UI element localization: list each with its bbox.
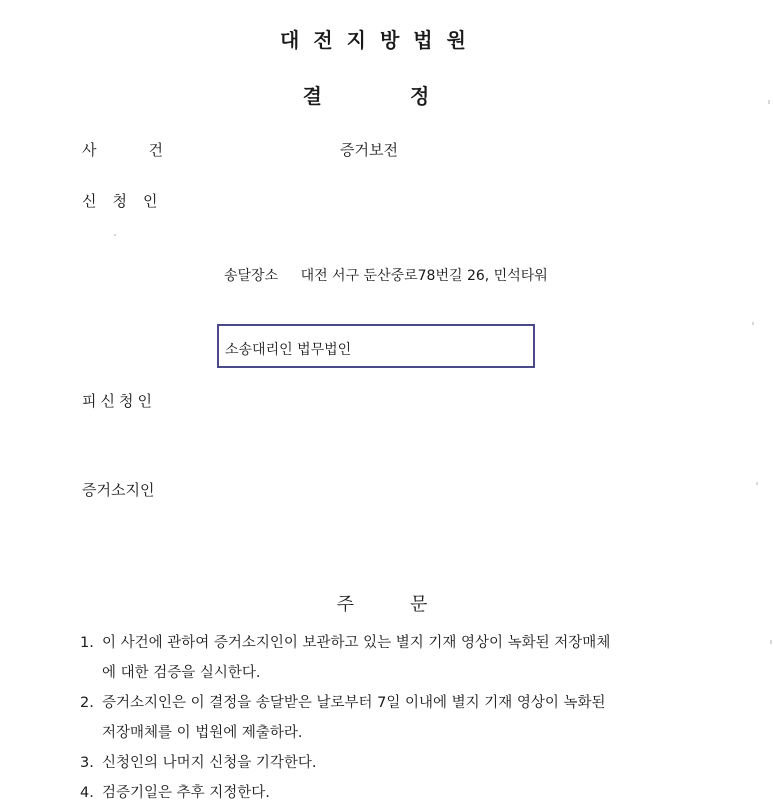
legal-agent-value: 소송대리인 법무법인 [225,342,352,358]
scan-speck [114,234,116,236]
order-item [80,628,680,688]
order-item-text [102,688,680,748]
order-item-number: 1. [80,635,94,651]
case-label: 사건 [82,141,215,159]
scan-speck [768,100,770,104]
order-item-line: 증거소지인은 이 결정을 송달받은 날로부터 7일 이내에 별지 기재 영상이 녹화된 [102,695,606,711]
applicant-label: 신청인 [82,192,174,210]
scan-speck [770,640,772,644]
order-item-number: 3. [80,755,94,771]
order-item-text [102,628,680,688]
order-item-line: 에 대한 검증을 실시한다. [102,665,261,681]
order-item-number: 2. [80,695,94,711]
order-item-number: 4. [80,785,94,801]
service-address-line [224,265,548,285]
order-item [80,688,680,748]
service-address-label: 송달장소 [224,268,279,284]
order-item-line: 신청인의 나머지 신청을 기각한다. [102,755,317,771]
case-value: 증거보전 [340,141,398,159]
order-item-line: 저장매체를 이 법원에 제출하라. [102,725,303,741]
legal-agent-box [217,324,535,368]
scan-speck [752,322,754,325]
order-item-text [102,748,680,778]
service-address-value: 대전 서구 둔산중로78번길 26, 민석타워 [300,268,548,284]
evidence-holder-label: 증거소지인 [82,481,155,499]
order-item [80,778,680,808]
order-item [80,748,680,778]
respondent-label: 피신청인 [82,392,156,410]
order-list [80,628,680,808]
order-title: 주문 [336,594,484,615]
document-title: 결정 [302,84,518,108]
scan-speck [756,482,758,485]
order-item-line: 검증기일은 추후 지정한다. [102,785,270,801]
order-item-line: 이 사건에 관하여 증거소지인이 보관하고 있는 별지 기재 영상이 녹화된 저장매체 [102,635,611,651]
court-name: 대전지방법원 [280,28,480,52]
order-item-text [102,778,680,808]
